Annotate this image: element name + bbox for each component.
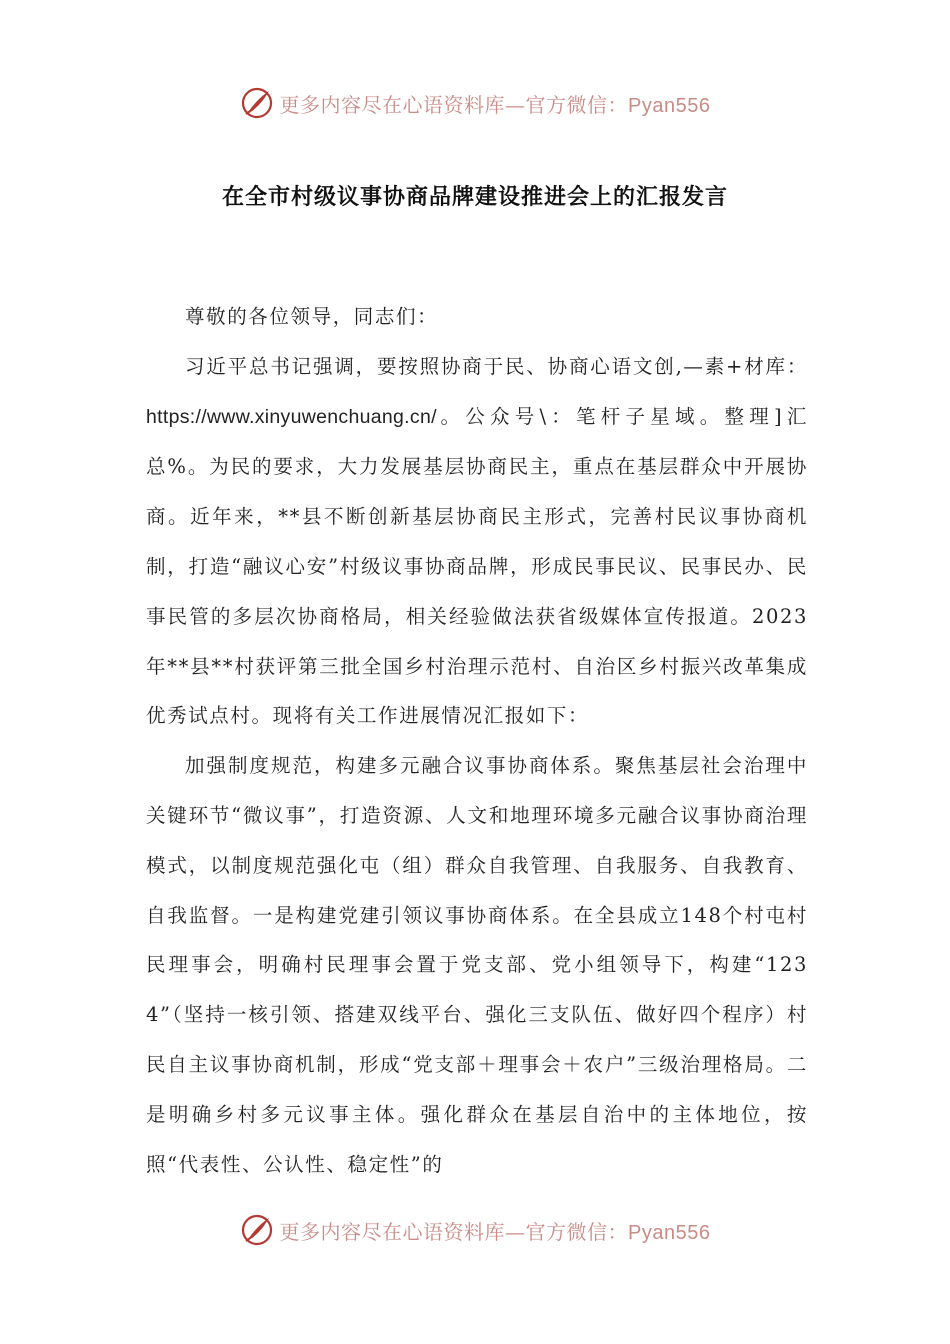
watermark-text: 更多内容尽在心语资料库—官方微信：Pyan556 [279, 92, 711, 117]
quill-pen-logo-icon [240, 1213, 274, 1247]
header-watermark [0, 78, 950, 128]
section-paragraph: 加强制度规范，构建多元融合议事协商体系。聚焦基层社会治理中关键环节“微议事”，打造资源、人文和地理环境多元融合议事协商治理模式，以制度规范强化屯（组）群众自我管理、自我服务、自我教育、自我监督。一是构建党建引领议事协商体系。在全县成立148个村屯村民理事会，明确村民理事会置于党支部、党小组领导下，构建“1234”（坚持一核引领、搭建双线平台、强化三支队伍、做好四个程序）村民自主议事协商机制，形成“党支部＋理事会＋农户”三级治理格局。二是明确乡村多元议事主体。强化群众在基层自治中的主体地位，按照“代表性、公认性、稳定性”的 [146, 754, 808, 1176]
document-body [146, 292, 808, 1189]
watermark-text: 更多内容尽在心语资料库—官方微信：Pyan556 [279, 1219, 711, 1244]
source-url: https://www.xinyuwenchuang.cn/ [146, 405, 437, 428]
quill-pen-logo-icon [240, 86, 274, 120]
footer-watermark [0, 1205, 950, 1255]
greeting-paragraph: 尊敬的各位领导，同志们： [185, 305, 439, 328]
document-title: 在全市村级议事协商品牌建设推进会上的汇报发言 [221, 185, 728, 210]
intro-paragraph: 习近平总书记强调，要按照协商于民、协商心语文创,—素+材库：https://www.xinyuwenchuang.cn/。公众号\：笔杆子星域。整理]汇总%。为民的要求，大力发展基层协商民主，重点在基层群众中开展协商。近年来，**县不断创新基层协商民主形式，完善村民议事协商机制，打造“融议心安”村级议事协商品牌，形成民事民议、民事民办、民事民管的多层次协商格局，相关经验做法获省级媒体宣传报道。2023年**县**村获评第三批全国乡村治理示范村、自治区乡村振兴改革集成优秀试点村。现将有关工作进展情况汇报如下： [146, 354, 808, 728]
